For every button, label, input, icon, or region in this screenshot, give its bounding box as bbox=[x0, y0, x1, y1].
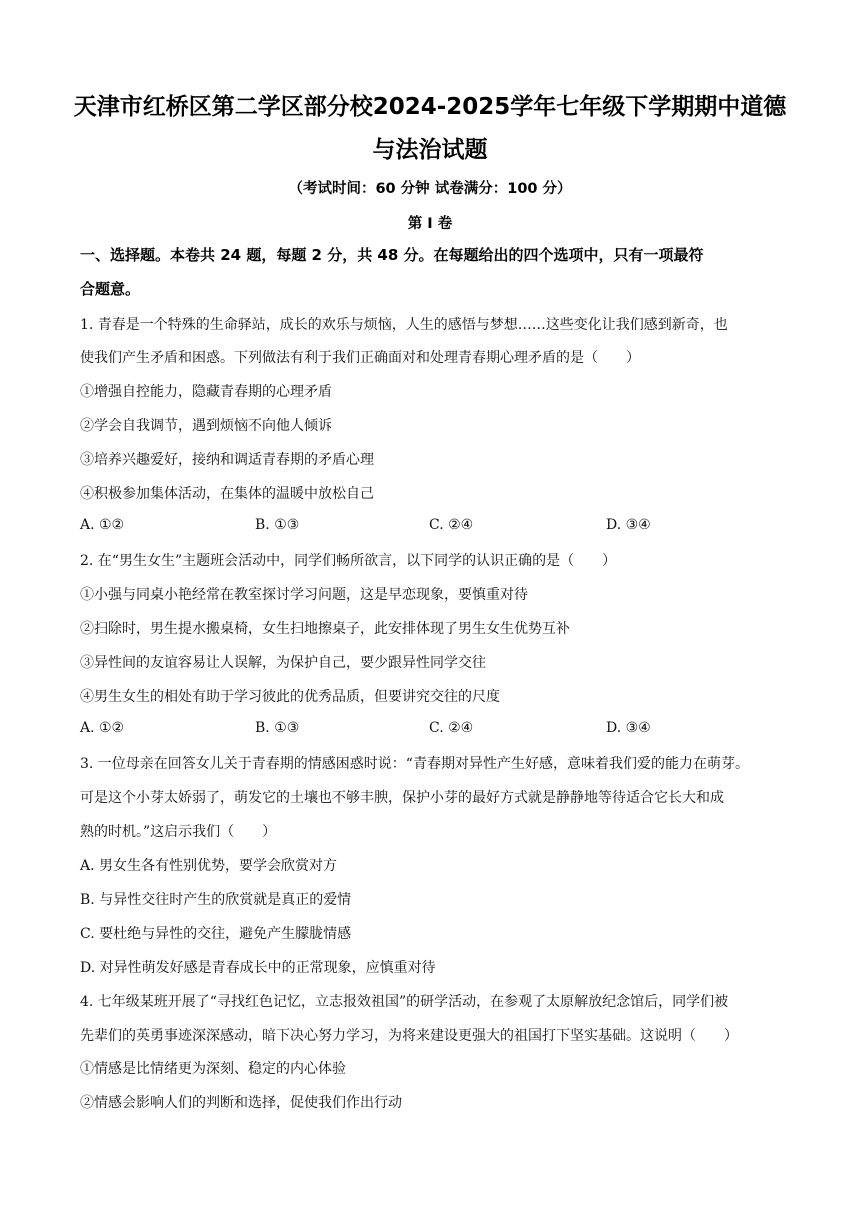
question-3-option-d: D. 对异性萌发好感是青春成长中的正常现象，应慎重对待 bbox=[80, 960, 436, 976]
volume-heading: 第 I 卷 bbox=[407, 216, 453, 232]
document-title-line-2: 与法治试题 bbox=[372, 137, 488, 163]
question-3-option-a: A. 男女生各有性别优势，要学会欣赏对方 bbox=[80, 858, 338, 874]
question-4-statement-2: ②情感会影响人们的判断和选择，促使我们作出行动 bbox=[80, 1095, 402, 1111]
question-4-stem-line-2: 先辈们的英勇事迹深深感动，暗下决心努力学习，为将来建设更强大的祖国打下坚实基础。这说明（ ） bbox=[80, 1028, 738, 1044]
question-1-option-d: D. ③④ bbox=[606, 517, 651, 533]
question-4-statement-1: ①情感是比情绪更为深刻、稳定的内心体验 bbox=[80, 1061, 346, 1077]
question-1-statement-1: ①增强自控能力，隐藏青春期的心理矛盾 bbox=[80, 384, 332, 400]
question-3-stem-line-2: 可是这个小芽太娇弱了，萌发它的土壤也不够丰腴，保护小芽的最好方式就是静静地等待适合它长大和成 bbox=[80, 790, 724, 806]
question-1-statement-2: ②学会自我调节，遇到烦恼不向他人倾诉 bbox=[80, 418, 332, 434]
section-heading-line-2: 合题意。 bbox=[80, 280, 141, 298]
question-3-option-c: C. 要杜绝与异性的交往，避免产生朦胧情感 bbox=[80, 926, 352, 942]
question-3-option-b: B. 与异性交往时产生的欣赏就是真正的爱情 bbox=[80, 892, 352, 908]
question-1-statement-3: ③培养兴趣爱好，接纳和调适青春期的矛盾心理 bbox=[80, 452, 374, 468]
question-2-statement-1: ①小强与同桌小艳经常在教室探讨学习问题，这是早恋现象，要慎重对待 bbox=[80, 587, 528, 603]
question-2-option-a: A. ①② bbox=[80, 720, 125, 736]
question-1-option-b: B. ①③ bbox=[255, 517, 300, 533]
exam-info: （考试时间：60 分钟 试卷满分：100 分） bbox=[288, 181, 572, 197]
section-heading-line-1: 一、选择题。本卷共 24 题，每题 2 分，共 48 分。在每题给出的四个选项中，只有一项最符 bbox=[80, 246, 704, 264]
question-2-statement-3: ③异性间的友谊容易让人误解，为保护自己，要少跟异性同学交往 bbox=[80, 655, 486, 671]
question-2-option-c: C. ②④ bbox=[429, 720, 474, 736]
question-1-option-a: A. ①② bbox=[80, 517, 125, 533]
question-2-option-d: D. ③④ bbox=[606, 720, 651, 736]
question-1-stem-line-2: 使我们产生矛盾和困惑。下列做法有利于我们正确面对和处理青春期心理矛盾的是（ ） bbox=[80, 350, 640, 366]
question-2-stem-line-1: 2. 在“男生女生”主题班会活动中，同学们畅所欲言，以下同学的认识正确的是（ ） bbox=[80, 553, 617, 569]
question-2-statement-4: ④男生女生的相处有助于学习彼此的优秀品质，但要讲究交往的尺度 bbox=[80, 689, 500, 705]
question-2-statement-2: ②扫除时，男生提水搬桌椅，女生扫地擦桌子，此安排体现了男生女生优势互补 bbox=[80, 621, 570, 637]
question-2-option-b: B. ①③ bbox=[255, 720, 300, 736]
question-3-stem-line-3: 熟的时机。”这启示我们（ ） bbox=[80, 824, 277, 840]
question-4-stem-line-1: 4. 七年级某班开展了“寻找红色记忆，立志报效祖国”的研学活动，在参观了太原解放纪念馆后，同学们被 bbox=[80, 994, 729, 1010]
document-title-line-1: 天津市红桥区第二学区部分校2024-2025学年七年级下学期期中道德 bbox=[73, 94, 787, 120]
question-1-statement-4: ④积极参加集体活动，在集体的温暖中放松自己 bbox=[80, 486, 374, 502]
question-1-stem-line-1: 1. 青春是一个特殊的生命驿站，成长的欢乐与烦恼，人生的感悟与梦想……这些变化让我们感到新奇，也 bbox=[80, 317, 728, 333]
question-1-option-c: C. ②④ bbox=[429, 517, 474, 533]
question-3-stem-line-1: 3. 一位母亲在回答女儿关于青春期的情感困惑时说：“青春期对异性产生好感，意味着我们爱的能力在萌芽。 bbox=[80, 756, 749, 772]
